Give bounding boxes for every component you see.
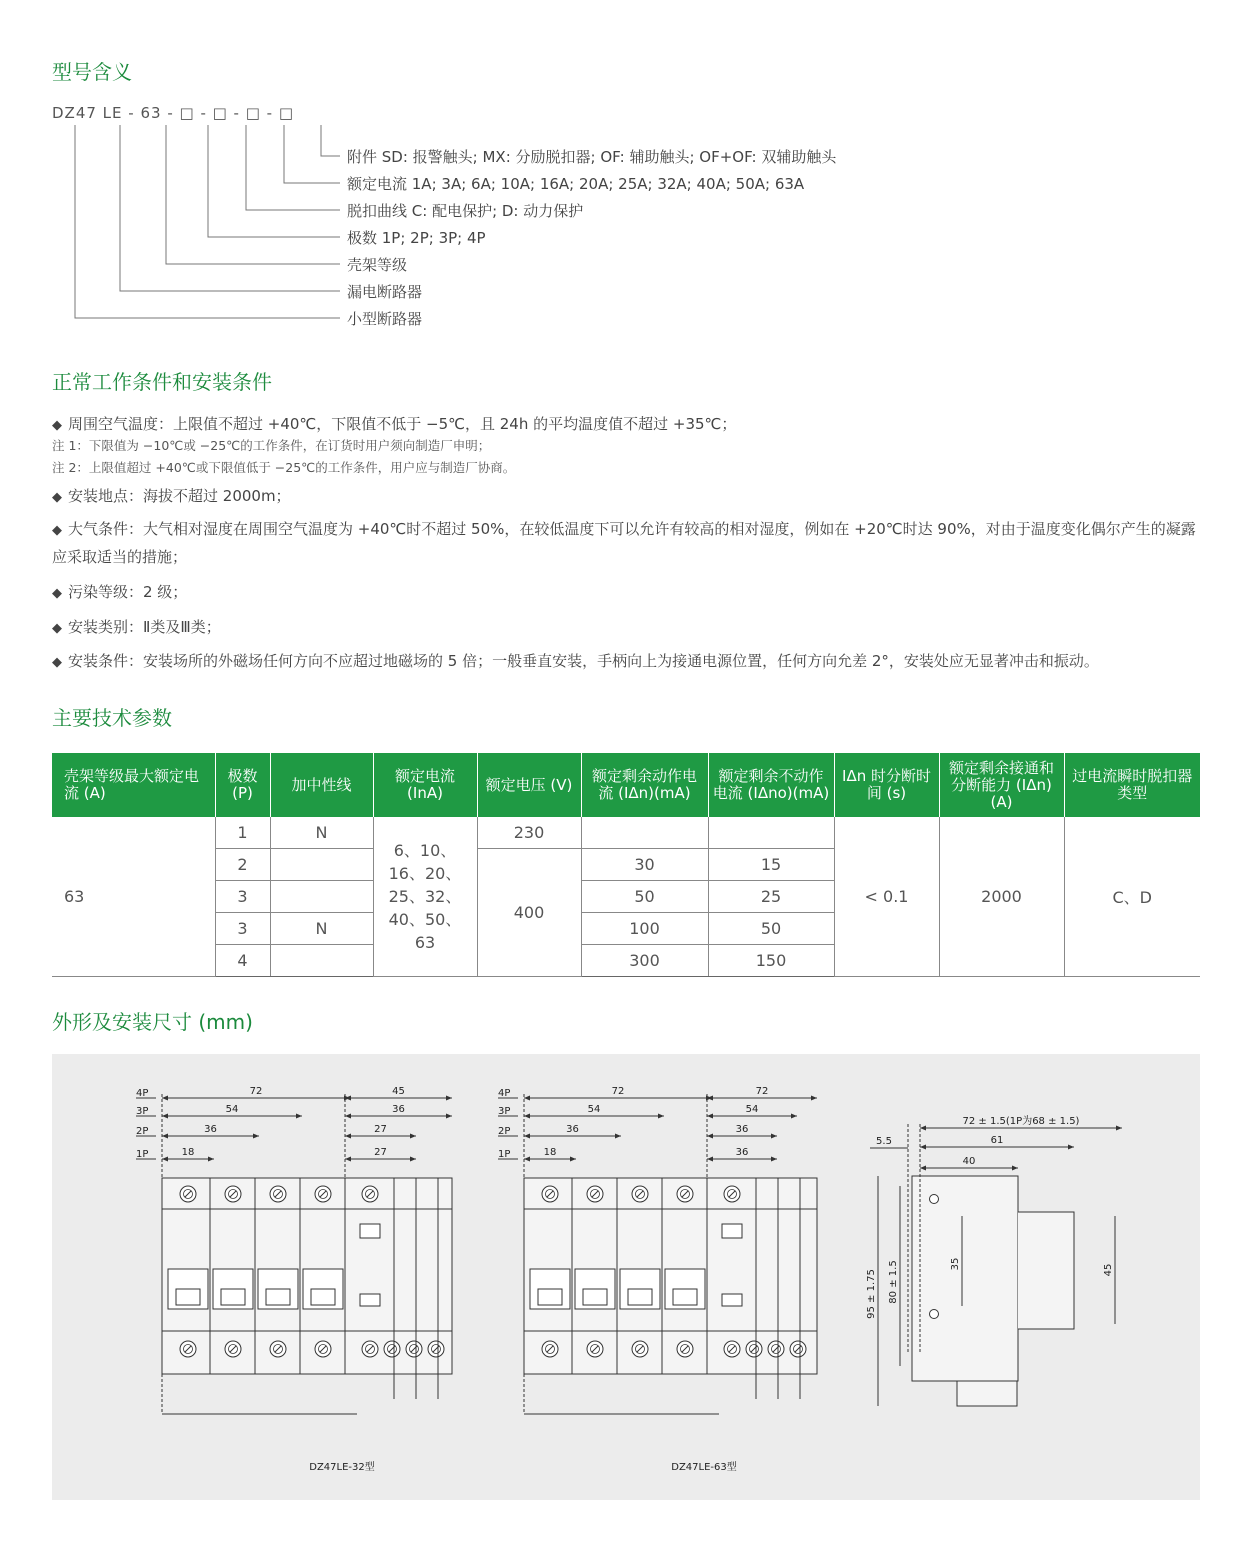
legend-mcb: 小型断路器: [347, 310, 423, 328]
dimension-label: 72: [249, 1086, 263, 1097]
arrow-icon: [410, 1157, 416, 1162]
arrow-icon: [707, 1134, 713, 1139]
arrow-icon: [771, 1157, 777, 1162]
col-header-neutral: 加中性线: [270, 753, 373, 817]
cell-poles: 4: [215, 945, 270, 977]
col-header-residual-op: 额定剩余动作电流 (IΔn)(mA): [581, 753, 708, 817]
test-button: [722, 1224, 742, 1238]
cell-poles: 3: [215, 881, 270, 913]
section-title-params: 主要技术参数: [52, 706, 172, 730]
condition-altitude: [52, 485, 291, 506]
table-header-row: [52, 753, 1200, 817]
cell-residual-op: 30: [581, 849, 708, 881]
section-title-model: 型号含义: [52, 60, 132, 84]
toggle-handle: [176, 1289, 200, 1305]
cell-voltage: 400: [477, 849, 581, 977]
arrow-icon: [524, 1157, 530, 1162]
test-button: [360, 1294, 380, 1306]
tree-line: [284, 125, 340, 183]
toggle-handle: [583, 1289, 607, 1305]
arrow-icon: [707, 1114, 713, 1119]
cell-residual-op: [581, 817, 708, 849]
arrow-icon: [410, 1134, 416, 1139]
col-header-rated-current: 额定电流 (InA): [373, 753, 477, 817]
legend-trip-curve: 脱扣曲线 C: 配电保护; D: 动力保护: [347, 202, 584, 220]
cell-poles: 2: [215, 849, 270, 881]
arrow-icon: [446, 1114, 452, 1119]
cell-residual-non-op: 25: [708, 881, 834, 913]
col-header-voltage: 额定电压 (V): [477, 753, 581, 817]
dimension-label: 27: [374, 1124, 387, 1135]
dimension-label: 18: [543, 1147, 557, 1158]
arrow-icon: [920, 1126, 926, 1131]
side-view-step: [1018, 1212, 1074, 1329]
arrow-icon: [920, 1166, 926, 1171]
diamond-bullet-icon: ◆: [52, 655, 62, 670]
arrow-icon: [707, 1096, 713, 1101]
condition-text: 大气条件：大气相对湿度在周围空气温度为 +40℃时不超过 50%，在较低温度下可以允许有较高的相对湿度，例如在 +20℃时达 90%，对由于温度变化偶尔产生的凝露应采取适当的措施；: [52, 520, 1196, 566]
arrow-icon: [791, 1114, 797, 1119]
toggle-handle: [673, 1289, 697, 1305]
current-line: 6、10、: [393, 841, 457, 860]
cell-residual-op: 300: [581, 945, 708, 977]
condition-text: 安装条件：安装场所的外磁场任何方向不应超过地磁场的 5 倍；一般垂直安装，手柄向上为接通电源位置，任何方向允差 2°，安装处应无显著冲击和振动。: [68, 652, 1099, 670]
test-button: [360, 1224, 380, 1238]
arrow-icon: [446, 1096, 452, 1101]
section-title-conditions: 正常工作条件和安装条件: [52, 370, 272, 394]
dimension-label: 80 ± 1.5: [888, 1260, 899, 1304]
dimension-label: 54: [225, 1104, 239, 1115]
condition-atmosphere: [52, 516, 1202, 570]
arrow-icon: [162, 1114, 168, 1119]
dimension-drawings: [52, 1054, 1200, 1500]
diamond-bullet-icon: ◆: [52, 418, 62, 433]
diamond-bullet-icon: ◆: [52, 490, 62, 505]
cell-break-time: < 0.1: [834, 817, 939, 977]
diamond-bullet-icon: ◆: [52, 621, 62, 636]
pole-label: 1P: [498, 1149, 511, 1160]
test-button: [722, 1294, 742, 1306]
drawing-caption: DZ47LE-32型: [309, 1462, 375, 1473]
pole-label: 1P: [136, 1149, 149, 1160]
toggle-handle: [311, 1289, 335, 1305]
dimension-label: 5.5: [876, 1136, 892, 1147]
toggle-handle: [628, 1289, 652, 1305]
condition-pollution: [52, 581, 187, 602]
legend-rated-current: 额定电流 1A; 3A; 6A; 10A; 16A; 20A; 25A; 32A; 40A; 50A; 63A: [347, 175, 805, 193]
dimension-label: 95 ± 1.75: [866, 1269, 877, 1319]
cell-residual-non-op: 15: [708, 849, 834, 881]
dimension-label: 61: [990, 1135, 1004, 1146]
arrow-icon: [162, 1096, 168, 1101]
legend-frame: 壳架等级: [347, 256, 408, 274]
cell-neutral: [270, 881, 373, 913]
condition-text: 周围空气温度：上限值不超过 +40℃，下限值不低于 −5℃，且 24h 的平均温度值不超过 +35℃；: [68, 415, 737, 433]
side-view-base: [957, 1381, 1017, 1406]
pole-label: 2P: [498, 1126, 511, 1137]
arrow-icon: [253, 1134, 259, 1139]
arrow-icon: [345, 1157, 351, 1162]
legend-rcbo: 漏电断路器: [347, 283, 423, 301]
mounting-hole-icon: [930, 1310, 939, 1319]
cell-residual-non-op: [708, 817, 834, 849]
cell-residual-non-op: 150: [708, 945, 834, 977]
cell-voltage-1p: 230: [477, 817, 581, 849]
pole-label: 3P: [498, 1106, 511, 1117]
dimension-label: 27: [374, 1147, 387, 1158]
arrow-icon: [771, 1134, 777, 1139]
pole-label: 4P: [498, 1088, 511, 1099]
arrow-icon: [615, 1134, 621, 1139]
current-line: 25、32、: [388, 887, 462, 906]
dimension-label: 72: [611, 1086, 625, 1097]
dimension-label: 35: [950, 1257, 961, 1271]
drawing-caption: DZ47LE-63型: [671, 1462, 737, 1473]
dimension-label: 54: [587, 1104, 601, 1115]
dimension-label: 54: [745, 1104, 759, 1115]
cell-frame: 63: [52, 817, 215, 977]
arrow-icon: [1012, 1166, 1018, 1171]
toggle-handle: [266, 1289, 290, 1305]
condition-text: 污染等级：2 级；: [68, 583, 188, 601]
dimension-label: 36: [392, 1104, 405, 1115]
col-header-poles: 极数 (P): [215, 753, 270, 817]
condition-text: 安装地点：海拔不超过 2000m；: [68, 487, 291, 505]
condition-text: 安装类别：Ⅱ类及Ⅲ类；: [68, 618, 221, 636]
dimension-label: 36: [735, 1147, 749, 1158]
current-line: 40、50、: [388, 910, 462, 929]
side-view-body: [912, 1176, 1018, 1381]
arrow-icon: [524, 1114, 530, 1119]
arrow-icon: [345, 1134, 351, 1139]
arrow-icon: [1116, 1126, 1122, 1131]
section-title-dimensions: 外形及安装尺寸 (mm): [52, 1010, 253, 1034]
condition-temperature: [52, 413, 736, 434]
dimension-label: 72: [755, 1086, 769, 1097]
cell-neutral: [270, 849, 373, 881]
dimension-label: 45: [392, 1086, 405, 1097]
col-header-frame: 壳架等级最大额定电流 (A): [52, 753, 215, 817]
cell-residual-non-op: 50: [708, 913, 834, 945]
current-line: 16、20、: [388, 864, 462, 883]
dimension-label: 45: [1103, 1263, 1114, 1277]
tech-params-table: [52, 753, 1200, 977]
tree-line: [208, 125, 340, 237]
arrow-icon: [920, 1145, 926, 1150]
toggle-handle: [538, 1289, 562, 1305]
arrow-icon: [570, 1157, 576, 1162]
arrow-icon: [162, 1157, 168, 1162]
note-2: 注 2：上限值超过 +40℃或下限值低于 −25℃的工作条件，用户应与制造厂协商。: [52, 460, 516, 475]
tree-line: [246, 125, 340, 210]
cell-residual-op: 100: [581, 913, 708, 945]
legend-poles: 极数 1P; 2P; 3P; 4P: [347, 229, 486, 247]
legend-accessory: 附件 SD: 报警触头; MX: 分励脱扣器; OF: 辅助触头; OF+OF: 双辅助触头: [347, 148, 837, 166]
toggle-handle: [221, 1289, 245, 1305]
current-line: 63: [414, 933, 436, 952]
arrow-icon: [658, 1114, 664, 1119]
arrow-icon: [524, 1134, 530, 1139]
cell-residual-op: 50: [581, 881, 708, 913]
model-code: DZ47 LE - 63 - □ - □ - □ - □: [52, 104, 295, 122]
cell-poles: 1: [215, 817, 270, 849]
arrow-icon: [1068, 1145, 1074, 1150]
arrow-icon: [811, 1096, 817, 1101]
drawing-panel: [52, 1054, 1200, 1500]
cell-trip-type: C、D: [1064, 817, 1200, 977]
dimension-label: 36: [204, 1124, 217, 1135]
arrow-icon: [208, 1157, 214, 1162]
cell-capacity: 2000: [939, 817, 1064, 977]
condition-mounting: [52, 650, 1099, 671]
tree-line: [321, 125, 340, 156]
note-1: 注 1：下限值为 −10℃或 −25℃的工作条件，在订货时用户须向制造厂申明；: [52, 438, 491, 453]
col-header-residual-non-op: 额定剩余不动作电流 (IΔno)(mA): [708, 753, 834, 817]
dimension-label: 40: [962, 1156, 976, 1167]
arrow-icon: [345, 1114, 351, 1119]
cell-poles: 3: [215, 913, 270, 945]
condition-category: [52, 616, 221, 637]
cell-neutral: [270, 945, 373, 977]
arrow-icon: [707, 1157, 713, 1162]
model-tree-lines: [0, 0, 1250, 340]
tree-line: [166, 125, 340, 264]
col-header-break-time: IΔn 时分断时间 (s): [834, 753, 939, 817]
tree-line: [120, 125, 340, 291]
pole-label: 2P: [136, 1126, 149, 1137]
cell-neutral: N: [270, 817, 373, 849]
dimension-label: 36: [566, 1124, 579, 1135]
col-header-trip-type: 过电流瞬时脱扣器类型: [1064, 753, 1200, 817]
arrow-icon: [345, 1096, 351, 1101]
table-row: [52, 817, 1200, 849]
col-header-capacity: 额定剩余接通和分断能力 (IΔn)(A): [939, 753, 1064, 817]
pole-label: 4P: [136, 1088, 149, 1099]
dimension-label: 18: [181, 1147, 195, 1158]
arrow-icon: [524, 1096, 530, 1101]
diamond-bullet-icon: ◆: [52, 586, 62, 601]
diamond-bullet-icon: ◆: [52, 523, 62, 538]
dimension-label: 72 ± 1.5(1P为68 ± 1.5): [962, 1116, 1080, 1127]
mounting-hole-icon: [930, 1195, 939, 1204]
pole-label: 3P: [136, 1106, 149, 1117]
cell-rated-currents: [373, 817, 477, 977]
arrow-icon: [296, 1114, 302, 1119]
cell-neutral: N: [270, 913, 373, 945]
dimension-label: 36: [735, 1124, 749, 1135]
arrow-icon: [162, 1134, 168, 1139]
